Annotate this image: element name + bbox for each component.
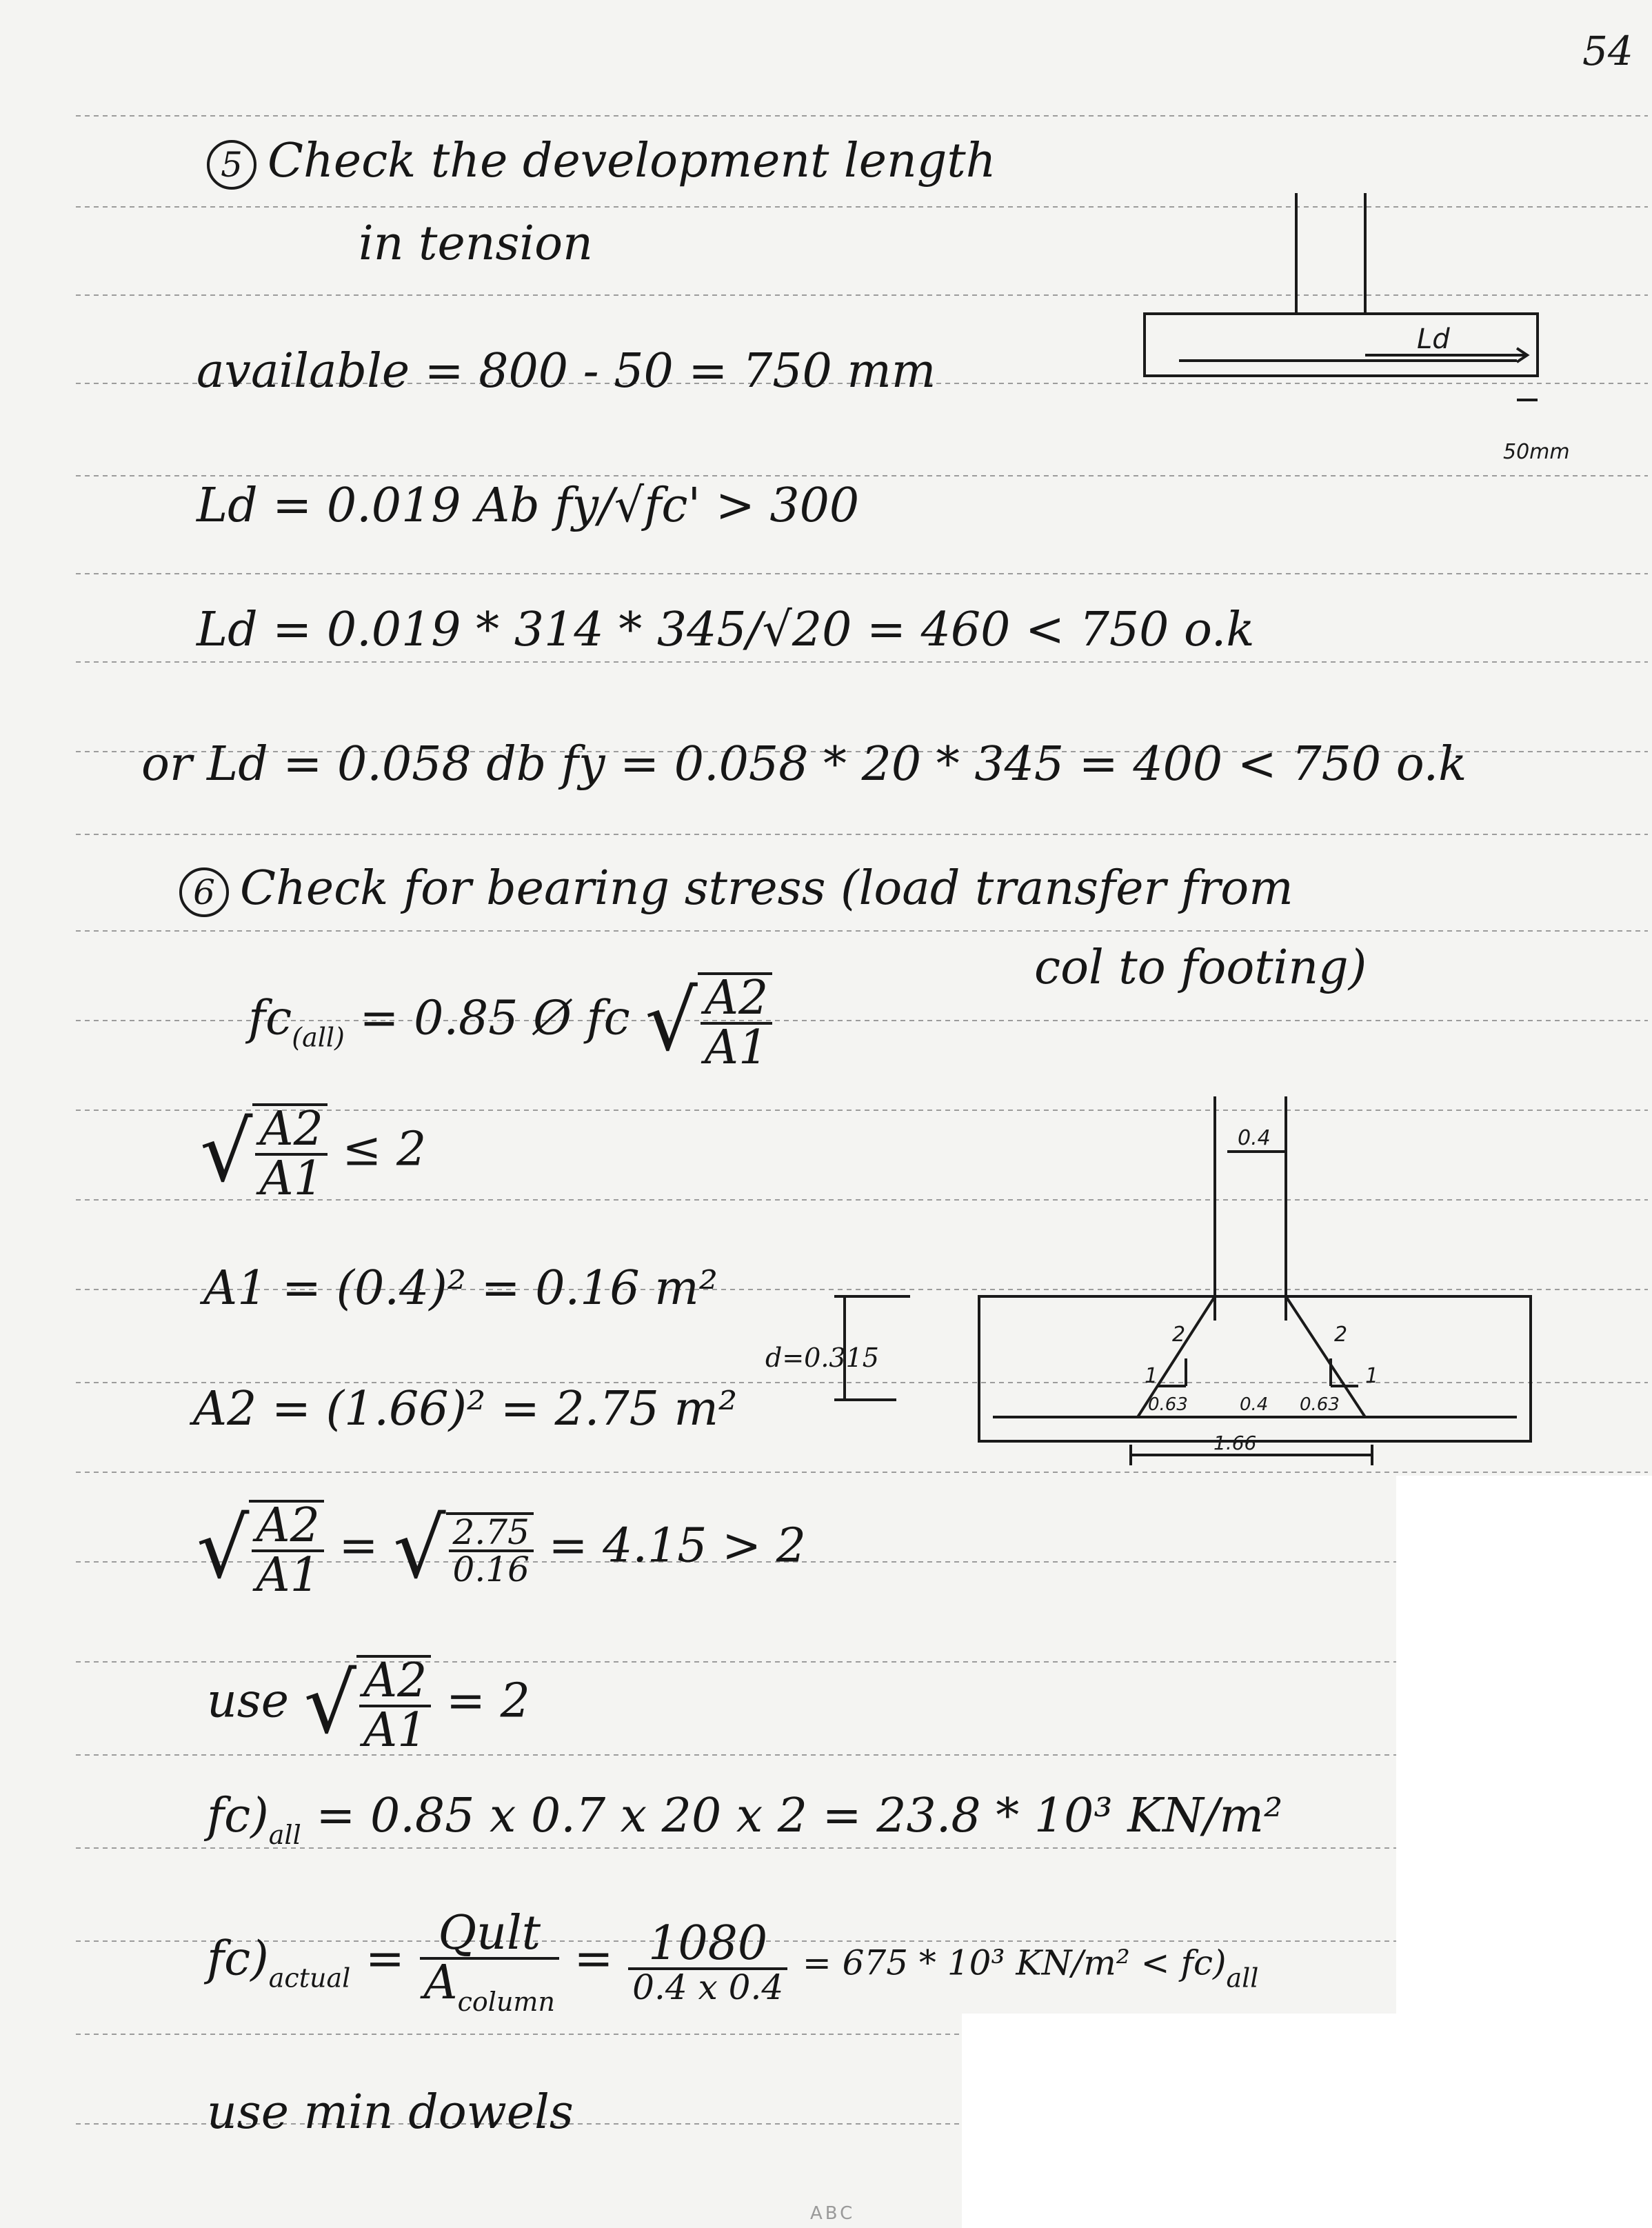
fc-all-line [207, 1789, 1283, 1850]
a1-equation: A1 = (0.4)² = 0.16 m² [203, 1261, 718, 1316]
section6-number: 6 [179, 867, 229, 917]
actual-sub: actual [268, 1963, 351, 1994]
fig-col-width: 0.4 [1238, 1126, 1271, 1150]
equals: = [339, 1518, 379, 1574]
fig-one-left: 1 [1145, 1364, 1158, 1388]
fig-two-right: 2 [1334, 1323, 1348, 1347]
q-ult: Qult [420, 1910, 559, 1960]
section5-title [207, 134, 996, 190]
use-min-dowels: use min dowels [207, 2085, 574, 2140]
fig-seg-right: 0.63 [1300, 1394, 1340, 1415]
use-value: = 2 [446, 1674, 530, 1729]
fc-all-rhs: = 0.85 Ø fc [359, 991, 630, 1046]
a2-over-a1 [252, 1102, 327, 1206]
a1-den: A1 [259, 1152, 323, 1206]
a2-num: A2 [701, 975, 772, 1025]
fig-two-left: 2 [1172, 1323, 1186, 1347]
fc-allowable-formula [248, 971, 772, 1075]
fig-50mm-label: 50mm [1503, 440, 1570, 464]
ratio-result: = 4.15 > 2 [548, 1518, 806, 1574]
fig-seg-left: 0.63 [1148, 1394, 1188, 1415]
ratio-den: 0.16 [452, 1549, 530, 1589]
ld-formula: Ld = 0.019 Ab fy/√fc' > 300 [197, 479, 860, 533]
a1-den: A1 [363, 1703, 427, 1758]
section5-title-text: Check the development length [268, 134, 996, 188]
development-length-figure [1145, 193, 1570, 469]
a2-equation: A2 = (1.66)² = 2.75 m² [193, 1382, 738, 1436]
fc-label: fc) [207, 1789, 269, 1843]
a1-den: A1 [704, 1021, 769, 1075]
equals: = [574, 1931, 614, 1987]
d-label: d=0.315 [765, 1343, 879, 1373]
sqrt-sign: √ [200, 1105, 253, 1201]
footer-mark: ABC [810, 2203, 856, 2224]
le-2: ≤ 2 [342, 1122, 427, 1177]
qult-over-acolumn [420, 1906, 559, 2017]
val-1080: 1080 [628, 1920, 787, 1970]
fc-actual-line [207, 1906, 1259, 2017]
actual-rhs: = 675 * 10³ KN/m² < fc) [802, 1943, 1227, 1983]
fig-ld-label: Ld [1417, 323, 1450, 355]
a2-num: A2 [359, 1658, 431, 1707]
a1-den: A1 [256, 1548, 320, 1603]
ratio-frac [446, 1512, 534, 1587]
fig-base-width: 1.66 [1213, 1432, 1257, 1454]
fc-all-value: = 0.85 x 0.7 x 20 x 2 = 23.8 * 10³ KN/m² [316, 1789, 1283, 1843]
a-column [420, 1956, 559, 2017]
use-label: use [207, 1674, 289, 1729]
fc-label: fc) [207, 1931, 269, 1987]
ratio-num: 2.75 [449, 1515, 534, 1552]
ratio-line [197, 1498, 806, 1603]
ld-calc: Ld = 0.019 * 314 * 345/√20 = 460 < 750 o.k [197, 603, 1255, 657]
a2-num: A2 [252, 1503, 323, 1552]
value-frac [628, 1916, 787, 2007]
equals: = [365, 1931, 405, 1987]
use-line [207, 1654, 530, 1758]
sqrt-sign: √ [197, 1501, 250, 1597]
a2-num: A2 [255, 1106, 327, 1156]
all-sub: all [268, 1820, 301, 1850]
section6-title-text: Check for bearing stress (load transfer from [240, 861, 1293, 916]
section5-number: 5 [207, 140, 256, 190]
page-number: 54 [1582, 28, 1633, 74]
section5-subtitle: in tension [359, 217, 593, 271]
fig-one-right: 1 [1365, 1364, 1379, 1388]
fc-symbol: fc [248, 991, 292, 1046]
ld-alt: or Ld = 0.058 db fy = 0.058 * 20 * 345 = 400 < 750 o.k [141, 737, 1467, 792]
fc-all-sub: (all) [292, 1022, 345, 1053]
bearing-figure [883, 1096, 1558, 1483]
sqrt-sign: √ [645, 974, 698, 1070]
fig-seg-mid: 0.4 [1240, 1394, 1269, 1415]
blank-patch-bottom [962, 2014, 1652, 2228]
a-symbol: A [423, 1956, 458, 2010]
a2-over-a1 [249, 1498, 323, 1603]
sqrt-le-2 [200, 1102, 427, 1206]
column-sub: column [457, 1987, 555, 2017]
sqrt-sign: √ [393, 1501, 446, 1597]
val-den: 0.4 x 0.4 [632, 1967, 784, 2007]
a2-over-a1 [356, 1654, 431, 1758]
available-line: available = 800 - 50 = 750 mm [197, 344, 936, 399]
sqrt-sign: √ [303, 1656, 357, 1752]
a2-over-a1 [698, 971, 772, 1075]
actual-all-sub: all [1226, 1963, 1259, 1994]
section6-title-cont: col to footing) [1034, 941, 1367, 995]
section6-title [179, 861, 1293, 917]
